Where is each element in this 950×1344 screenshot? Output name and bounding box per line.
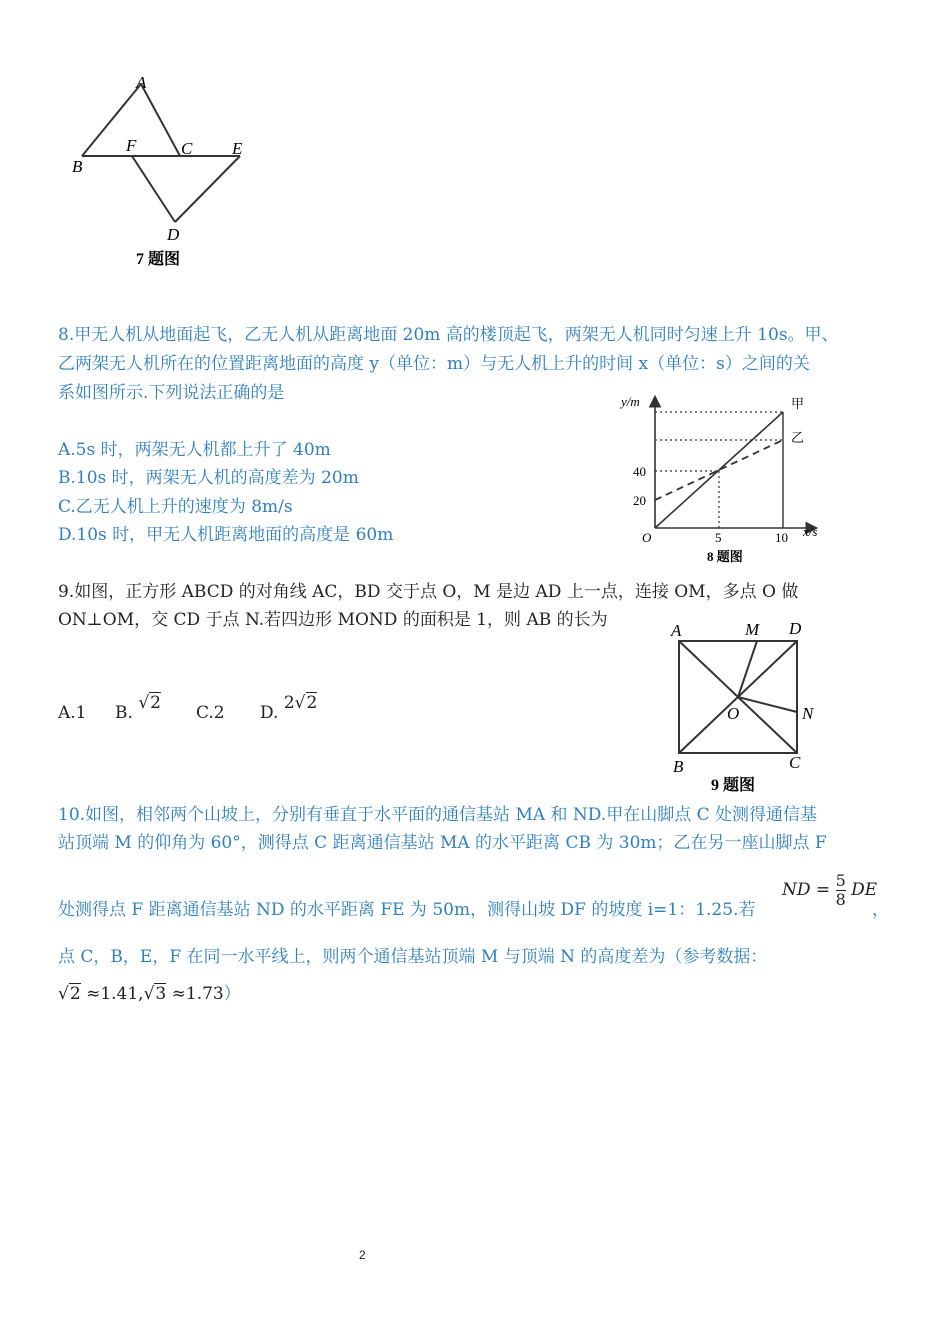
q9-line-1: 9.如图，正方形 ABCD 的对角线 AC，BD 交于点 O，M 是边 AD 上一点，连接 OM，多点 O 做	[58, 582, 799, 602]
q9-option-c: C.2	[196, 703, 225, 723]
x-axis-label: x/s	[803, 524, 818, 539]
q10-line-3-comma: ，	[872, 900, 889, 920]
label-d: D	[167, 225, 180, 244]
label-o: O	[727, 704, 740, 723]
q9-line-2: ON⊥OM，交 CD 于点 N.若四边形 MOND 的面积是 1，则 AB 的长为	[58, 610, 608, 630]
page-number: 2	[359, 1248, 366, 1262]
figure-7-caption: 7 题图	[136, 251, 181, 268]
label-c: C	[789, 753, 801, 772]
q8-line-2: 乙两架无人机所在的位置距离地面的高度 y（单位：m）与无人机上升的时间 x（单位：s）之间的关	[58, 354, 810, 374]
q10-ref-radicand-3: 3	[155, 984, 167, 1004]
label-e: E	[232, 139, 243, 158]
q10-formula-lhs: ND =	[782, 880, 831, 900]
label-m: M	[745, 620, 760, 639]
q10-formula	[782, 872, 877, 909]
q8-line-3: 系如图所示.下列说法正确的是	[58, 383, 285, 403]
q10-ref-radicand-2: 2	[69, 984, 81, 1004]
q10-formula-rhs: DE	[851, 880, 878, 900]
q10-line-2: 站顶端 M 的仰角为 60°，测得点 C 距离通信基站 MA 的水平距离 CB 为 30m；乙在另一座山脚点 F	[58, 833, 827, 853]
figure-8	[615, 390, 840, 568]
q9-option-b-radicand: 2	[150, 693, 161, 713]
origin-label: O	[642, 530, 652, 545]
q9-option-b-prefix: B.	[115, 703, 133, 723]
figure-8-caption: 8 题图	[707, 549, 743, 564]
figure-7	[60, 70, 260, 270]
segment-ac	[141, 84, 180, 156]
tick-x-10: 10	[775, 530, 788, 545]
q10-fraction-denominator: 8	[835, 890, 846, 909]
label-a: A	[136, 73, 147, 92]
figure-9-drawing	[665, 616, 835, 796]
tick-y-40: 40	[633, 464, 646, 479]
q9-option-d-coef: 2	[283, 693, 295, 713]
label-jia: 甲	[791, 396, 805, 411]
q10-closing-paren: ）	[223, 984, 241, 1004]
q8-option-a: A.5s 时，两架无人机都上升了 40m	[58, 440, 331, 460]
q8-option-d: D.10s 时，甲无人机距离地面的高度是 60m	[58, 525, 394, 545]
q9-option-b	[115, 693, 161, 726]
y-axis-label: y/m	[621, 394, 640, 409]
q8-option-c: C.乙无人机上升的速度为 8m/s	[58, 497, 293, 517]
label-d: D	[789, 619, 802, 638]
q10-ref-value-1: ≈1.41,	[86, 984, 144, 1004]
q8-line-1: 8.甲无人机从地面起飞，乙无人机从距离地面 20m 高的楼顶起飞，两架无人机同时匀速上升 10s。甲、	[58, 325, 839, 345]
figure-8-graph	[615, 390, 840, 568]
q10-fraction	[836, 872, 846, 909]
q8-option-b: B.10s 时，两架无人机的高度差为 20m	[58, 468, 359, 488]
label-b: B	[72, 157, 83, 176]
q10-line-1: 10.如图，相邻两个山坡上，分别有垂直于水平面的通信基站 MA 和 ND.甲在山脚点 C 处测得通信基	[58, 805, 818, 825]
label-yi: 乙	[791, 430, 805, 445]
q10-ref-sqrt2: √2	[58, 984, 81, 1004]
q10-ref-value-2: ≈1.73	[171, 984, 224, 1004]
tick-y-20: 20	[633, 493, 646, 508]
q9-option-d-radicand: 2	[306, 693, 318, 713]
q9-option-d	[260, 693, 318, 726]
figure-7-drawing	[60, 70, 260, 270]
q9-option-d-value: 2√2	[283, 693, 318, 713]
label-b: B	[673, 757, 684, 776]
segment-ed	[175, 156, 240, 222]
tick-x-5: 5	[715, 530, 722, 545]
q10-ref-sqrt3: √3	[143, 984, 167, 1004]
label-n: N	[802, 704, 814, 723]
label-a: A	[671, 621, 682, 640]
label-c: C	[181, 139, 193, 158]
q10-reference-data	[58, 980, 241, 1008]
segment-fd	[132, 156, 175, 222]
q10-line-3: 处测得点 F 距离通信基站 ND 的水平距离 FE 为 50m，测得山坡 DF 的坡度 i=1：1.25.若	[58, 900, 756, 920]
q9-option-a: A.1	[58, 703, 87, 723]
q10-fraction-numerator: 5	[835, 871, 846, 890]
q9-option-b-value: √2	[138, 693, 161, 713]
label-f: F	[126, 136, 137, 155]
figure-9	[665, 616, 835, 796]
q9-option-d-prefix: D.	[260, 703, 279, 723]
line-jia	[655, 412, 783, 528]
figure-9-caption: 9 题图	[711, 777, 756, 794]
q10-line-4: 点 C，B，E，F 在同一水平线上，则两个通信基站顶端 M 与顶端 N 的高度差为（参考数据：	[58, 947, 768, 967]
